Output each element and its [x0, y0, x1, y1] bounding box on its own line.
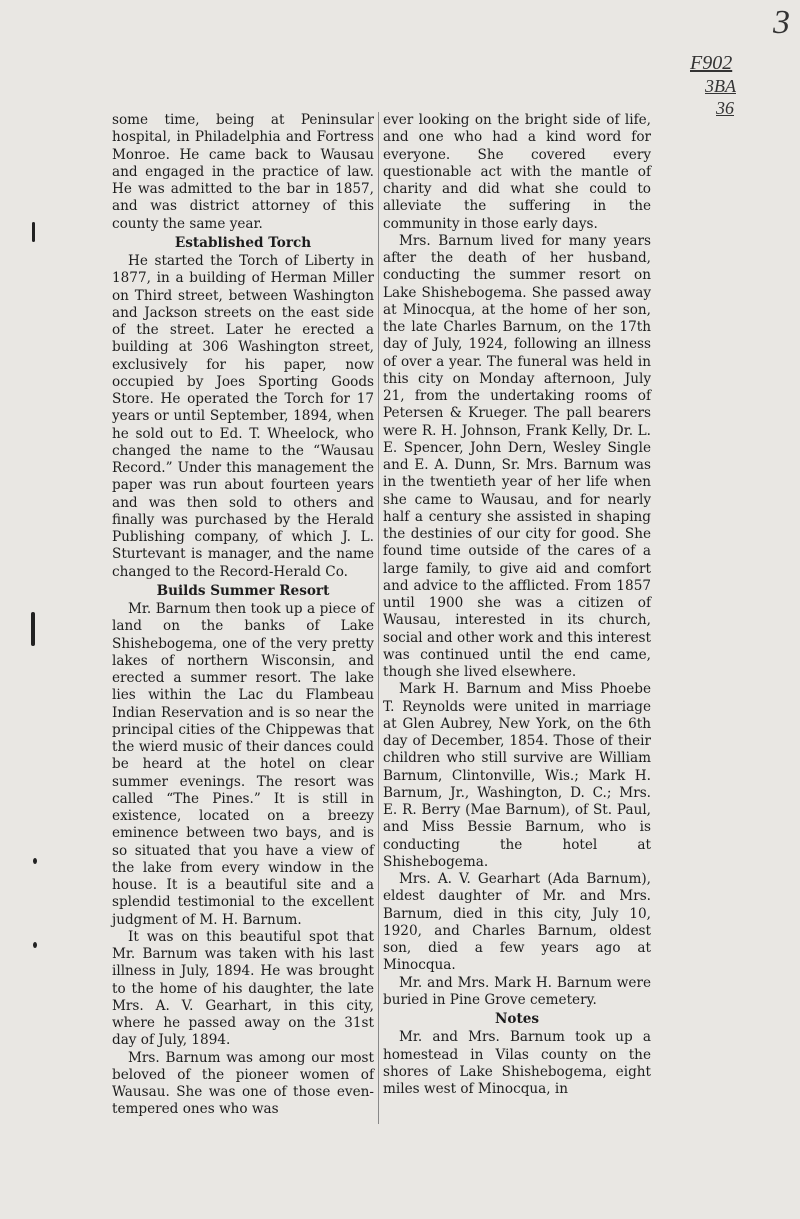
margin-mark — [32, 222, 35, 242]
paragraph: He started the Torch of Liberty in 1877, in a building of Herman Miller on Third street, between Washington and Jackson streets on the east side of the street. Later he erected a building at 306 Washington street, exclusively for his paper, now occupied by Joes Sporting Goods Store. He operated the Torch for 17 years or until September, 1894, when he sold out to Ed. T. Wheelock, who changed the name to the “Wausau Record.” Under this management the paper was run about fourteen years and was then sold to others and finally was purchased by the Herald Publishing company, of which J. L. Sturtevant is manager, and the name changed to the Record-Herald Co. — [112, 253, 374, 580]
paragraph: Mrs. A. V. Gearhart (Ada Barnum), eldest daughter of Mr. and Mrs. Barnum, died in this city, July 10, 1920, and Charles Barnum, oldest son, died a few years ago at Minocqua. — [383, 871, 651, 974]
paragraph: some time, being at Peninsular hospital, in Philadelphia and Fortress Monroe. He came back to Wausau and engaged in the practice of law. He was admitted to the bar in 1857, and was district attorney of this county the same year. — [112, 112, 374, 232]
paragraph: It was on this beautiful spot that Mr. Barnum was taken with his last illness in July, 1894. He was brought to the home of his daughter, the late Mrs. A. V. Gearhart, in this city, where he passed away on the 31st day of July, 1894. — [112, 928, 374, 1049]
left-column — [112, 112, 374, 1119]
paragraph: Mr. and Mrs. Barnum took up a homestead in Vilas county on the shores of Lake Shishebogema, eight miles west of Minocqua, in — [383, 1029, 651, 1097]
margin-mark — [31, 612, 35, 646]
subheading-notes: Notes — [494, 1011, 540, 1027]
margin-dot — [33, 858, 37, 864]
handwritten-page-number: 3 — [773, 4, 790, 41]
handwritten-catalog-line-1: F902 — [690, 52, 733, 74]
right-column — [383, 112, 651, 1098]
handwritten-catalog-line-2: 3BA — [705, 76, 736, 96]
paragraph: Mr. and Mrs. Mark H. Barnum were buried in Pine Grove cemetery. — [383, 974, 651, 1008]
column-divider — [378, 112, 379, 1124]
paragraph: Mrs. Barnum was among our most beloved of the pioneer women of Wausau. She was one of those even-tempered ones who was — [112, 1049, 374, 1118]
paragraph: Mrs. Barnum lived for many years after the death of her husband, conducting the summer resort on Lake Shishebogema. She passed away at Minocqua, at the home of her son, the late Charles Barnum, on the 17th day of July, 1924, following an illness of over a year. The funeral was held in this city on Monday afternoon, July 21, from the undertaking rooms of Petersen & Krueger. The pall bearers were R. H. Johnson, Frank Kelly, Dr. L. E. Spencer, John Dern, Wesley Single and E. A. Dunn, Sr. Mrs. Barnum was in the twentieth year of her life when she came to Wausau, and for nearly half a century she assisted in shaping the destinies of our city for good. She found time outside of the cares of a large family, to give aid and comfort and advice to the afflicted. From 1857 until 1900 she was a citizen of Wausau, interested in its church, social and other work and this interest was continued until the end came, though she lived elsewhere. — [383, 232, 651, 680]
subheading-established-torch: Established Torch — [174, 234, 312, 251]
paragraph: ever looking on the bright side of life, and one who had a kind word for everyone. She covered every questionable act with the mantle of charity and did what she could to alleviate the suffering in the community in those early days. — [383, 112, 651, 232]
subheading-builds-summer-resort: Builds Summer Resort — [156, 582, 330, 599]
handwritten-catalog-line-3: 36 — [716, 98, 734, 118]
paragraph: Mark H. Barnum and Miss Phoebe T. Reynolds were united in marriage at Glen Aubrey, New York, on the 6th day of December, 1854. Those of their children who still survive are William Barnum, Clintonville, Wis.; Mark H. Barnum, Jr., Washington, D. C.; Mrs. E. R. Berry (Mae Barnum), of St. Paul, and Miss Bessie Barnum, who is conducting the hotel at Shishebogema. — [383, 681, 651, 870]
margin-dot — [33, 942, 37, 948]
paragraph: Mr. Barnum then took up a piece of land on the banks of Lake Shishebogema, one of the very pretty lakes of northern Wisconsin, and erected a summer resort. The lake lies within the Lac du Flambeau Indian Reservation and is so near the principal cities of the Chippewas that the wierd music of their dances could be heard at the hotel on clear summer evenings. The resort was called “The Pines.” It is still in existence, located on a breezy eminence between two bays, and is so situated that you have a view of the lake from every window in the house. It is a beautiful site and a splendid testimonial to the excellent judgment of M. H. Barnum. — [112, 601, 374, 928]
